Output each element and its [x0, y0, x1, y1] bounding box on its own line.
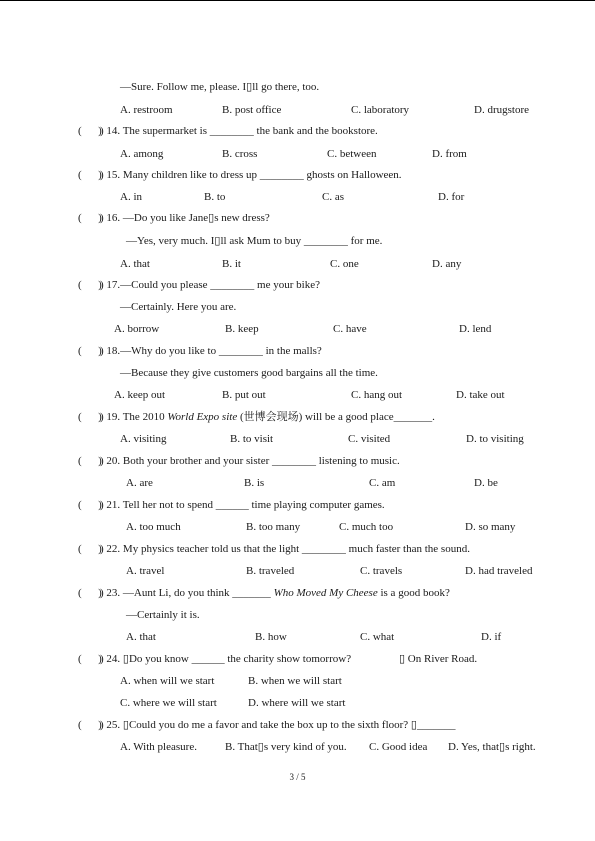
- q14-option-a: A. among: [120, 148, 164, 160]
- q15-option-c: C. as: [322, 191, 344, 203]
- q25-option-c: C. Good idea: [369, 741, 428, 753]
- q24-option-c: C. where we will start: [120, 697, 217, 709]
- answer-paren-22: ( ): [78, 543, 102, 555]
- question-23-stem-post: is a good book?: [377, 587, 450, 599]
- q24-option-d: D. where will we start: [248, 697, 346, 709]
- q16-option-d: D. any: [432, 258, 462, 270]
- q23-option-d: D. if: [481, 631, 502, 643]
- answer-paren-17: ( ): [78, 279, 102, 291]
- answer-paren-21: ( ): [78, 499, 102, 511]
- q22-option-c: C. travels: [360, 565, 403, 577]
- q15-option-d: D. for: [438, 191, 465, 203]
- question-19-stem-italic: World Expo site: [167, 411, 238, 423]
- question-19-stem: [100, 411, 435, 424]
- q17-option-d: D. lend: [459, 323, 492, 335]
- q21-option-c: C. much too: [339, 521, 394, 533]
- q15-option-a: A. in: [120, 191, 142, 203]
- intro-option-b: B. post office: [222, 104, 282, 116]
- question-18-reply: —Because they give customers good bargains all the time.: [120, 367, 378, 379]
- question-24-stem: ) 24. ▯Do you know ______ the charity show tomorrow?: [100, 653, 352, 665]
- q23-option-b: B. how: [255, 631, 287, 643]
- q14-option-b: B. cross: [222, 148, 258, 160]
- question-20-stem: ) 20. Both your brother and your sister ________ listening to music.: [100, 455, 400, 467]
- question-25-stem: ) 25. ▯Could you do me a favor and take the box up to the sixth floor? ▯_______: [100, 719, 456, 731]
- question-19-stem-pre: ) 19. The 2010: [100, 411, 168, 423]
- answer-paren-16: ( ): [78, 212, 102, 224]
- q18-option-a: A. keep out: [114, 389, 166, 401]
- question-21-stem: ) 21. Tell her not to spend ______ time playing computer games.: [100, 499, 385, 511]
- q25-option-d: D. Yes, that▯s right.: [448, 741, 536, 753]
- q14-option-d: D. from: [432, 148, 467, 160]
- question-19-stem-post: (世博会现场) will be a good place_______.: [237, 411, 435, 423]
- q23-option-c: C. what: [360, 631, 395, 643]
- page-top-border: [0, 0, 595, 1]
- question-22-stem: ) 22. My physics teacher told us that the light ________ much faster than the sound.: [100, 543, 470, 555]
- q16-option-c: C. one: [330, 258, 359, 270]
- question-16-reply: —Yes, very much. I▯ll ask Mum to buy ________ for me.: [126, 235, 383, 247]
- q14-option-c: C. between: [327, 148, 377, 160]
- q17-option-c: C. have: [333, 323, 367, 335]
- intro-option-a: A. restroom: [120, 104, 173, 116]
- answer-paren-14: ( ): [78, 125, 102, 137]
- q18-option-d: D. take out: [456, 389, 505, 401]
- intro-option-d: D. drugstore: [474, 104, 529, 116]
- answer-paren-20: ( ): [78, 455, 102, 467]
- q22-option-d: D. had traveled: [465, 565, 533, 577]
- question-23-stem-italic: Who Moved My Cheese: [273, 587, 378, 599]
- q17-option-a: A. borrow: [114, 323, 160, 335]
- q22-option-a: A. travel: [126, 565, 165, 577]
- answer-paren-15: ( ): [78, 169, 102, 181]
- question-24-answer-line: ▯ On River Road.: [399, 653, 478, 665]
- q18-option-c: C. hang out: [351, 389, 403, 401]
- answer-paren-24: ( ): [78, 653, 102, 665]
- answer-paren-19: ( ): [78, 411, 102, 423]
- q17-option-b: B. keep: [225, 323, 259, 335]
- answer-paren-18: ( ): [78, 345, 102, 357]
- q21-option-a: A. too much: [126, 521, 181, 533]
- q24-option-a: A. when will we start: [120, 675, 215, 687]
- q16-option-b: B. it: [222, 258, 241, 270]
- page-number: 3 / 5: [289, 772, 306, 782]
- q19-option-d: D. to visiting: [466, 433, 524, 445]
- intro-dialog: —Sure. Follow me, please. I▯ll go there, too.: [120, 81, 320, 93]
- answer-paren-25: ( ): [78, 719, 102, 731]
- question-23-stem: [100, 587, 450, 600]
- q25-option-a: A. With pleasure.: [120, 741, 197, 753]
- q23-option-a: A. that: [126, 631, 156, 643]
- answer-paren-23: ( ): [78, 587, 102, 599]
- q21-option-b: B. too many: [246, 521, 301, 533]
- q19-option-a: A. visiting: [120, 433, 167, 445]
- intro-option-c: C. laboratory: [351, 104, 410, 116]
- question-23-reply: —Certainly it is.: [126, 609, 200, 621]
- q22-option-b: B. traveled: [246, 565, 295, 577]
- q19-option-b: B. to visit: [230, 433, 274, 445]
- q24-option-b: B. when we will start: [248, 675, 342, 687]
- q19-option-c: C. visited: [348, 433, 391, 445]
- q18-option-b: B. put out: [222, 389, 266, 401]
- question-17-stem: ) 17.—Could you please ________ me your bike?: [100, 279, 320, 291]
- q16-option-a: A. that: [120, 258, 150, 270]
- q20-option-c: C. am: [369, 477, 396, 489]
- q20-option-d: D. be: [474, 477, 498, 489]
- q20-option-a: A. are: [126, 477, 153, 489]
- question-15-stem: ) 15. Many children like to dress up ________ ghosts on Halloween.: [100, 169, 402, 181]
- question-17-reply: —Certainly. Here you are.: [120, 301, 237, 313]
- q20-option-b: B. is: [244, 477, 265, 489]
- q25-option-b: B. That▯s very kind of you.: [225, 741, 347, 753]
- question-18-stem: ) 18.—Why do you like to ________ in the malls?: [100, 345, 322, 357]
- question-23-stem-pre: ) 23. —Aunt Li, do you think _______: [100, 587, 274, 599]
- question-16-stem: ) 16. —Do you like Jane▯s new dress?: [100, 212, 270, 224]
- q15-option-b: B. to: [204, 191, 226, 203]
- q21-option-d: D. so many: [465, 521, 516, 533]
- question-14-stem: ) 14. The supermarket is ________ the bank and the bookstore.: [100, 125, 378, 137]
